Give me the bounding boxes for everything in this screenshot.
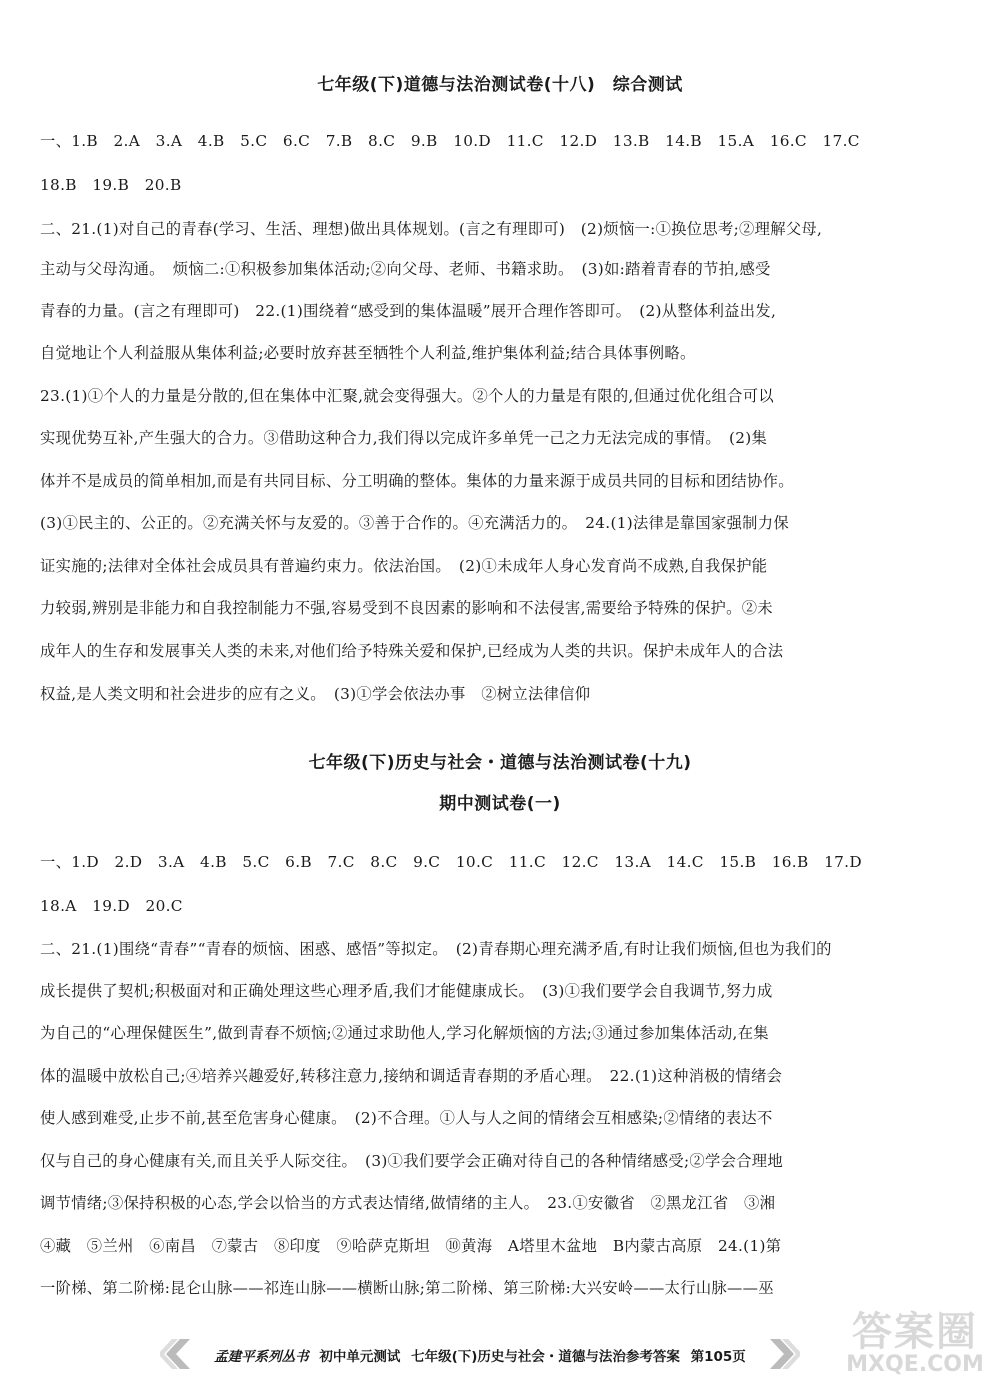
section-title: 七年级(下)历史与社会・道德与法治测试卷(十九): [308, 753, 692, 773]
answer-line: 仅与自己的身心健康有关,而且关乎人际交往。 (3)①我们要学会正确对待自己的各种情绪感受;②学会合理地: [40, 1152, 783, 1170]
answer-line: 一阶梯、第二阶梯:昆仑山脉——祁连山脉——横断山脉;第二阶梯、第三阶梯:大兴安岭——太行山脉——巫: [40, 1279, 774, 1297]
answer-line: 青春的力量。(言之有理即可) 22.(1)围绕着“感受到的集体温暖”展开合理作答即可。 (2)从整体利益出发,: [40, 302, 777, 320]
answer-line: 主动与父母沟通。 烦恼二:①积极参加集体活动;②向父母、老师、书籍求助。 (3)如:踏着青春的节拍,感受: [40, 260, 771, 278]
answer-line: 权益,是人类文明和社会进步的应有之义。 (3)①学会依法办事 ②树立法律信仰: [40, 685, 591, 703]
answer-line: (3)①民主的、公正的。②充满关怀与友爱的。③善于合作的。④充满活力的。 24.(1)法律是靠国家强制力保: [40, 514, 789, 532]
answer-line: 成长提供了契机;积极面对和正确处理这些心理矛盾,我们才能健康成长。 (3)①我们要学会自我调节,努力成: [40, 982, 773, 1000]
answer-line: 一、1.D 2.D 3.A 4.B 5.C 6.B 7.C 8.C 9.C 10.C 11.C 12.C 13.A 14.C 15.B 16.B 17.D: [40, 853, 862, 871]
footer-text: [198, 1345, 762, 1365]
answer-line: 实现优势互补,产生强大的合力。③借助这种合力,我们得以完成许多单凭一己之力无法完成的事情。 (2)集: [40, 429, 768, 447]
answer-line: 力较弱,辨别是非能力和自我控制能力不强,容易受到不良因素的影响和不法侵害,需要给予特殊的保护。②未: [40, 599, 773, 617]
answer-line: 18.A 19.D 20.C: [40, 897, 183, 915]
page-number: 第105页: [690, 1349, 746, 1365]
answer-line: 证实施的;法律对全体社会成员具有普遍约束力。依法治国。 (2)①未成年人身心发育尚不成熟,自我保护能: [40, 557, 768, 575]
page-footer: [160, 1337, 800, 1371]
answer-line: 一、1.B 2.A 3.A 4.B 5.C 6.C 7.B 8.C 9.B 10.D 11.C 12.D 13.B 14.B 15.A 16.C 17.C: [40, 132, 860, 150]
answer-line: ④藏 ⑤兰州 ⑥南昌 ⑦蒙古 ⑧印度 ⑨哈萨克斯坦 ⑩黄海 A塔里木盆地 B内蒙古高原 24.(1)第: [40, 1237, 782, 1255]
chevron-left-icon: [160, 1337, 192, 1371]
footer-brand: 孟建平系列丛书: [214, 1349, 309, 1365]
answer-line: 自觉地让个人利益服从集体利益;必要时放弃甚至牺牲个人利益,维护集体利益;结合具体事例略。: [40, 344, 696, 362]
watermark-logo: [835, 1300, 995, 1380]
answer-line: 调节情绪;③保持积极的心态,学会以恰当的方式表达情绪,做情绪的主人。 23.①安徽省 ②黑龙江省 ③湘: [40, 1194, 776, 1212]
answer-line: 二、21.(1)围绕“青春”“青春的烦恼、困惑、感悟”等拟定。 (2)青春期心理充满矛盾,有时让我们烦恼,但也为我们的: [40, 940, 832, 958]
watermark-text: 答案圈: [852, 1309, 978, 1355]
answer-line: 二、21.(1)对自己的青春(学习、生活、理想)做出具体规划。(言之有理即可) (2)烦恼一:①换位思考;②理解父母,: [40, 220, 823, 238]
answer-line: 使人感到难受,止步不前,甚至危害身心健康。 (2)不合理。①人与人之间的情绪会互相感染;②情绪的表达不: [40, 1109, 773, 1127]
section-title: 七年级(下)道德与法治测试卷(十八) 综合测试: [317, 75, 683, 95]
answer-line: 23.(1)①个人的力量是分散的,但在集体中汇聚,就会变得强大。②个人的力量是有限的,但通过优化组合可以: [40, 387, 774, 405]
footer-book: 七年级(下)历史与社会・道德与法治参考答案: [411, 1349, 680, 1365]
footer-series: 初中单元测试: [319, 1349, 401, 1365]
watermark-url: MXQE.COM: [846, 1352, 984, 1377]
answer-line: 18.B 19.B 20.B: [40, 176, 182, 194]
answer-line: 体并不是成员的简单相加,而是有共同目标、分工明确的整体。集体的力量来源于成员共同的目标和团结协作。: [40, 472, 794, 490]
answer-line: 为自己的“心理保健医生”,做到青春不烦恼;②通过求助他人,学习化解烦恼的方法;③通过参加集体活动,在集: [40, 1024, 769, 1042]
chevron-right-icon: [768, 1337, 800, 1371]
answer-line: 体的温暖中放松自己;④培养兴趣爱好,转移注意力,接纳和调适青春期的矛盾心理。 22.(1)这种消极的情绪会: [40, 1067, 783, 1085]
section-subtitle: 期中测试卷(一): [439, 794, 561, 814]
answer-line: 成年人的生存和发展事关人类的未来,对他们给予特殊关爱和保护,已经成为人类的共识。保护未成年人的合法: [40, 642, 784, 660]
